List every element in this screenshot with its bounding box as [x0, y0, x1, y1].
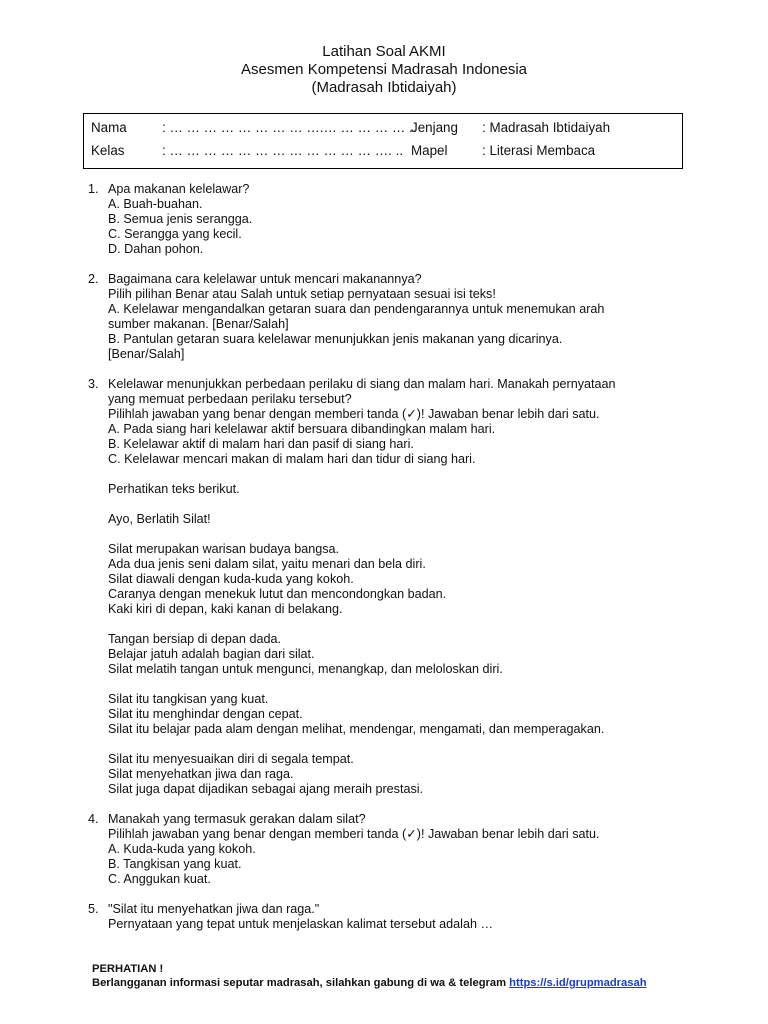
question-body [108, 272, 688, 362]
passage-line: Silat itu menyesuaikan diri di segala tempat. [108, 752, 354, 766]
question-3 [88, 377, 688, 467]
instruction-text: Pilih pilihan Benar atau Salah untuk setiap pernyataan sesuai isi teks! [108, 287, 496, 301]
question-text: Kelelawar menunjukkan perbedaan perilaku di siang dan malam hari. Manakah pernyataan [108, 377, 616, 391]
mapel-label: Mapel [411, 143, 448, 158]
statement-text: sumber makanan. [Benar/Salah] [108, 317, 289, 331]
notice-text: Berlangganan informasi seputar madrasah, silahkan gabung di wa & telegram [92, 977, 510, 989]
passage-line: Caranya dengan menekuk lutut dan mencondongkan badan. [108, 587, 447, 601]
answer-option: B. Semua jenis serangga. [108, 212, 253, 226]
reading-passage [88, 482, 688, 797]
jenjang-label: Jenjang [411, 120, 458, 135]
instruction-text: Pilihlah jawaban yang benar dengan memberi tanda (✓)! Jawaban benar lebih dari satu. [108, 827, 600, 841]
statement-text: B. Pantulan getaran suara kelelawar menunjukkan jenis makanan yang dicarinya. [108, 332, 563, 346]
passage-line: Silat itu belajar pada alam dengan melihat, mendengar, mengamati, dan memperagakan. [108, 722, 605, 736]
passage-line: Silat merupakan warisan budaya bangsa. [108, 542, 340, 556]
question-body [108, 902, 688, 932]
answer-option: A. Buah-buahan. [108, 197, 203, 211]
jenjang-value: : Madrasah Ibtidaiyah [482, 120, 611, 135]
question-text: Bagaimana cara kelelawar untuk mencari makanannya? [108, 272, 422, 286]
answer-option: B. Kelelawar aktif di malam hari dan pasif di siang hari. [108, 437, 414, 451]
group-link[interactable]: https://s.id/grupmadrasah [509, 977, 647, 989]
passage-line: Tangan bersiap di depan dada. [108, 632, 281, 646]
passage-line: Silat melatih tangan untuk mengunci, menangkap, dan meloloskan diri. [108, 662, 503, 676]
title-block [0, 43, 768, 97]
kelas-label: Kelas [91, 143, 125, 158]
question-body [108, 812, 688, 887]
question-text: yang memuat perbedaan perilaku tersebut? [108, 392, 352, 406]
passage-intro: Perhatikan teks berikut. [108, 482, 240, 496]
passage-line: Silat itu menghindar dengan cepat. [108, 707, 303, 721]
answer-option: D. Dahan pohon. [108, 242, 204, 256]
question-number: 4. [88, 812, 99, 826]
passage-line: Silat itu tangkisan yang kuat. [108, 692, 269, 706]
question-number: 3. [88, 377, 99, 391]
question-4 [88, 812, 688, 887]
questions-content [88, 182, 688, 932]
info-row-nama [84, 119, 682, 137]
passage-line: Belajar jatuh adalah bagian dari silat. [108, 647, 315, 661]
question-5 [88, 902, 688, 932]
passage-line: Silat menyehatkan jiwa dan raga. [108, 767, 294, 781]
answer-option: C. Serangga yang kecil. [108, 227, 242, 241]
notice-line [92, 976, 732, 990]
question-text: "Silat itu menyehatkan jiwa dan raga." [108, 902, 320, 916]
nama-label: Nama [91, 120, 127, 135]
answer-option: C. Kelelawar mencari makan di malam hari dan tidur di siang hari. [108, 452, 476, 466]
passage-body [108, 482, 688, 797]
answer-option: B. Tangkisan yang kuat. [108, 857, 242, 871]
statement-text: [Benar/Salah] [108, 347, 185, 361]
question-body [108, 182, 688, 257]
student-info-box [83, 113, 683, 169]
question-2 [88, 272, 688, 362]
question-text: Manakah yang termasuk gerakan dalam silat? [108, 812, 366, 826]
passage-line: Kaki kiri di depan, kaki kanan di belakang. [108, 602, 343, 616]
question-text: Pernyataan yang tepat untuk menjelaskan kalimat tersebut adalah … [108, 917, 494, 931]
question-number: 1. [88, 182, 99, 196]
notice-block [92, 962, 732, 990]
question-number: 2. [88, 272, 99, 286]
passage-line: Silat juga dapat dijadikan sebagai ajang meraih prestasi. [108, 782, 424, 796]
answer-option: C. Anggukan kuat. [108, 872, 211, 886]
info-row-kelas [84, 142, 682, 160]
passage-line: Ada dua jenis seni dalam silat, yaitu menari dan bela diri. [108, 557, 426, 571]
kelas-value: : … … … … … … … … … … … … …. .. [162, 143, 404, 158]
question-1 [88, 182, 688, 257]
mapel-value: : Literasi Membaca [482, 143, 596, 158]
statement-text: A. Kelelawar mengandalkan getaran suara dan pendengarannya untuk menemukan arah [108, 302, 605, 316]
instruction-text: Pilihlah jawaban yang benar dengan memberi tanda (✓)! Jawaban benar lebih dari satu. [108, 407, 600, 421]
passage-title: Ayo, Berlatih Silat! [108, 512, 211, 526]
notice-heading: PERHATIAN ! [92, 963, 164, 975]
answer-option: A. Kuda-kuda yang kokoh. [108, 842, 256, 856]
document-subtitle: Asesmen Kompetensi Madrasah Indonesia [241, 61, 527, 78]
document-title: Latihan Soal AKMI [322, 43, 446, 60]
question-number: 5. [88, 902, 99, 916]
passage-line: Silat diawali dengan kuda-kuda yang kokoh. [108, 572, 354, 586]
nama-value: : … … … … … … … … ….… … … … … .. [162, 120, 417, 135]
answer-option: A. Pada siang hari kelelawar aktif bersuara dibandingkan malam hari. [108, 422, 496, 436]
question-body [108, 377, 688, 467]
question-text: Apa makanan kelelawar? [108, 182, 250, 196]
document-subtitle-2: (Madrasah Ibtidaiyah) [311, 79, 457, 96]
